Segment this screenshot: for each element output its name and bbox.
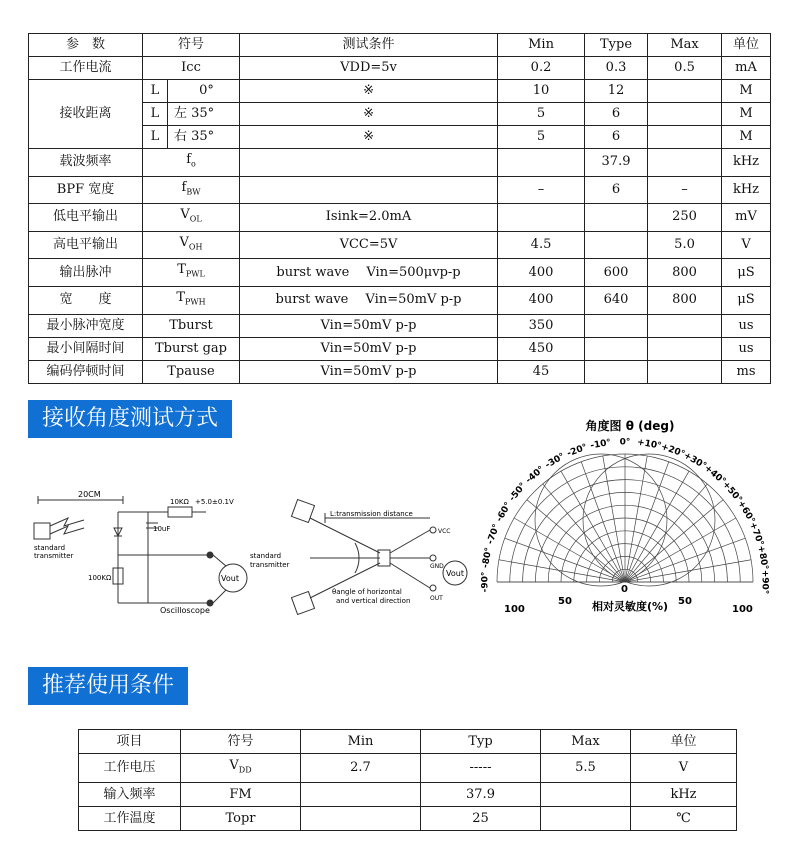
resistor-label: 10KΩ xyxy=(170,498,189,506)
cond-cell: Vin=50mV p-p xyxy=(240,314,498,337)
polar-angle-label: -30° xyxy=(543,451,567,471)
min-cell: 350 xyxy=(498,314,585,337)
typ-cell: 12 xyxy=(585,80,648,103)
cond-cell xyxy=(240,176,498,204)
section-title-recommended: 推荐使用条件 xyxy=(28,667,188,705)
max-cell xyxy=(648,337,722,360)
radius-label: 100 xyxy=(732,604,753,615)
unit-cell: kHz xyxy=(722,176,771,204)
max-cell: 5.0 xyxy=(648,231,722,259)
header-cell: Typ xyxy=(421,730,541,754)
table-row xyxy=(79,806,737,830)
max-cell xyxy=(648,360,722,383)
param-cell: 编码停顿时间 xyxy=(29,360,143,383)
cond-cell: burst wave Vin=50mV p-p xyxy=(240,286,498,314)
cond-cell: ※ xyxy=(240,126,498,149)
table-row xyxy=(29,337,771,360)
unit-cell: V xyxy=(631,754,737,783)
header-cell: 符号 xyxy=(143,34,240,57)
radius-label: 50 xyxy=(678,596,692,607)
header-cell: 测试条件 xyxy=(240,34,498,57)
unit-cell: μS xyxy=(722,259,771,287)
header-cell: 符号 xyxy=(181,730,301,754)
angle-label: θangle of horizontal xyxy=(332,588,402,596)
capacitor-label: 10uF xyxy=(153,525,171,533)
polar-angle-label: +10° xyxy=(636,437,663,452)
cond-cell: Isink=2.0mA xyxy=(240,204,498,232)
table-row xyxy=(29,360,771,383)
table-row xyxy=(29,149,771,177)
cond-cell: VDD=5v xyxy=(240,57,498,80)
cond-cell: Vin=50mV p-p xyxy=(240,360,498,383)
min-cell: 45 xyxy=(498,360,585,383)
param-cell: 最小间隔时间 xyxy=(29,337,143,360)
header-cell: 项目 xyxy=(79,730,181,754)
polar-angle-label: +50° xyxy=(720,479,744,505)
polar-angle-label: +80° xyxy=(755,544,770,571)
unit-cell: V xyxy=(722,231,771,259)
polar-title: 角度图 θ (deg) xyxy=(585,419,675,433)
cond-cell: ※ xyxy=(240,103,498,126)
max-cell xyxy=(648,126,722,149)
table-row xyxy=(29,57,771,80)
symbol-cell: $V_{DD}$ xyxy=(181,754,301,783)
polar-angle-label: -50° xyxy=(507,481,529,504)
polar-angle-label: -20° xyxy=(565,442,589,460)
param-cell: 低电平输出 xyxy=(29,204,143,232)
l-cell: L xyxy=(143,80,168,103)
typ-cell xyxy=(585,337,648,360)
transmitter-label: standard xyxy=(250,552,282,560)
typ-cell: 0.3 xyxy=(585,57,648,80)
min-cell: 400 xyxy=(498,286,585,314)
polar-angle-label: +40° xyxy=(702,463,728,487)
cond-cell: VCC=5V xyxy=(240,231,498,259)
symbol-cell: Topr xyxy=(181,806,301,830)
header-cell: 单位 xyxy=(631,730,737,754)
param-cell: 最小脉冲宽度 xyxy=(29,314,143,337)
min-cell: 2.7 xyxy=(301,754,421,783)
cond-cell: Vin=50mV p-p xyxy=(240,337,498,360)
header-cell: Max xyxy=(648,34,722,57)
distance-label: 20CM xyxy=(78,490,101,499)
max-cell xyxy=(541,806,631,830)
radius-label: 50 xyxy=(558,596,572,607)
max-cell: 0.5 xyxy=(648,57,722,80)
resistor-label: 100KΩ xyxy=(88,574,112,582)
symbol-cell: Tpause xyxy=(143,360,240,383)
supply-label: +5.0±0.1V xyxy=(195,498,234,506)
spec-table xyxy=(28,33,771,384)
symbol-cell: $f_{BW}$ xyxy=(143,176,240,204)
param-cell: 载波频率 xyxy=(29,149,143,177)
angle-label: and vertical direction xyxy=(336,597,411,605)
table-row xyxy=(29,259,771,287)
polar-angle-label: +30° xyxy=(681,450,708,472)
typ-cell xyxy=(585,231,648,259)
typ-cell xyxy=(585,314,648,337)
table-row xyxy=(79,754,737,783)
vout-label: Vout xyxy=(221,574,239,583)
max-cell: – xyxy=(648,176,722,204)
l-cell: L xyxy=(143,126,168,149)
table-row xyxy=(79,782,737,806)
polar-angle-label: -70° xyxy=(485,522,503,546)
table-row xyxy=(29,286,771,314)
typ-cell: 6 xyxy=(585,103,648,126)
table-row xyxy=(29,314,771,337)
max-cell xyxy=(648,314,722,337)
vout-label: Vout xyxy=(446,569,464,578)
unit-cell: kHz xyxy=(631,782,737,806)
unit-cell: kHz xyxy=(722,149,771,177)
unit-cell: M xyxy=(722,103,771,126)
max-cell xyxy=(648,149,722,177)
symbol-cell: $f_o$ xyxy=(143,149,240,177)
unit-cell: us xyxy=(722,314,771,337)
angle-cell: 0° xyxy=(168,80,240,103)
out-label: OUT xyxy=(430,595,443,602)
item-cell: 输入频率 xyxy=(79,782,181,806)
min-cell: – xyxy=(498,176,585,204)
unit-cell: M xyxy=(722,126,771,149)
radius-label: 0 xyxy=(621,584,628,595)
section-title-receive-angle: 接收角度测试方式 xyxy=(28,400,232,438)
polar-angle-label: -80° xyxy=(480,546,495,569)
typ-cell xyxy=(585,360,648,383)
param-cell: 输出脉冲 xyxy=(29,259,143,287)
polar-angle-label: 0° xyxy=(619,437,631,448)
table-row xyxy=(29,176,771,204)
polar-angle-label: -10° xyxy=(589,437,612,452)
max-cell: 800 xyxy=(648,286,722,314)
cond-cell: burst wave Vin=500μvp-p xyxy=(240,259,498,287)
table-row xyxy=(29,231,771,259)
unit-cell: μS xyxy=(722,286,771,314)
min-cell: 10 xyxy=(498,80,585,103)
cond-cell xyxy=(240,149,498,177)
polar-angle-label: -60° xyxy=(494,500,514,524)
max-cell: 800 xyxy=(648,259,722,287)
vcc-label: VCC xyxy=(438,528,451,535)
directivity-polar-chart xyxy=(480,412,780,627)
cond-cell: ※ xyxy=(240,80,498,103)
polar-angle-label: +70° xyxy=(747,521,765,548)
polar-angle-label: +90° xyxy=(759,569,770,595)
param-cell: 宽 度 xyxy=(29,286,143,314)
header-cell: 参 数 xyxy=(29,34,143,57)
min-cell xyxy=(498,204,585,232)
unit-cell: mA xyxy=(722,57,771,80)
typ-cell: 37.9 xyxy=(421,782,541,806)
angle-cell: 左 35° xyxy=(168,103,240,126)
param-cell: 接收距离 xyxy=(29,80,143,149)
min-cell: 0.2 xyxy=(498,57,585,80)
oscilloscope-label: Oscilloscope xyxy=(160,606,210,615)
polar-angle-label: -40° xyxy=(524,464,547,486)
symbol-cell: Tburst xyxy=(143,314,240,337)
symbol-cell: $T_{PWH}$ xyxy=(143,286,240,314)
max-cell: 5.5 xyxy=(541,754,631,783)
item-cell: 工作电压 xyxy=(79,754,181,783)
min-cell: 450 xyxy=(498,337,585,360)
table-row xyxy=(29,204,771,232)
min-cell: 4.5 xyxy=(498,231,585,259)
symbol-cell: Tburst gap xyxy=(143,337,240,360)
polar-xlabel: 相对灵敏度(%) xyxy=(591,600,669,613)
recommended-table xyxy=(78,729,737,831)
symbol-cell: $T_{PWL}$ xyxy=(143,259,240,287)
min-cell: 400 xyxy=(498,259,585,287)
header-cell: Type xyxy=(585,34,648,57)
unit-cell: ms xyxy=(722,360,771,383)
unit-cell: M xyxy=(722,80,771,103)
typ-cell: 25 xyxy=(421,806,541,830)
param-cell: 工作电流 xyxy=(29,57,143,80)
typ-cell: ----- xyxy=(421,754,541,783)
typ-cell xyxy=(585,204,648,232)
table-header-row xyxy=(29,34,771,57)
polar-angle-label: +60° xyxy=(735,499,757,526)
angle-geometry-diagram xyxy=(250,488,480,628)
item-cell: 工作温度 xyxy=(79,806,181,830)
typ-cell: 600 xyxy=(585,259,648,287)
typ-cell: 640 xyxy=(585,286,648,314)
typ-cell: 6 xyxy=(585,176,648,204)
symbol-cell: Icc xyxy=(143,57,240,80)
test-circuit-diagram xyxy=(28,488,258,628)
symbol-cell: $V_{OH}$ xyxy=(143,231,240,259)
radius-label: 100 xyxy=(504,604,525,615)
min-cell xyxy=(301,782,421,806)
symbol-cell: FM xyxy=(181,782,301,806)
l-cell: L xyxy=(143,103,168,126)
transmitter-label: transmitter xyxy=(250,561,290,569)
distance-label: L:transmission distance xyxy=(330,510,413,518)
angle-cell: 右 35° xyxy=(168,126,240,149)
gnd-label: GND xyxy=(430,563,444,570)
typ-cell: 6 xyxy=(585,126,648,149)
min-cell: 5 xyxy=(498,126,585,149)
min-cell: 5 xyxy=(498,103,585,126)
unit-cell: ℃ xyxy=(631,806,737,830)
header-cell: 单位 xyxy=(722,34,771,57)
param-cell: BPF 宽度 xyxy=(29,176,143,204)
transmitter-label: transmitter xyxy=(34,552,74,560)
table-row xyxy=(29,80,771,103)
max-cell: 250 xyxy=(648,204,722,232)
max-cell xyxy=(648,103,722,126)
min-cell xyxy=(301,806,421,830)
transmitter-label: standard xyxy=(34,544,66,552)
min-cell xyxy=(498,149,585,177)
polar-angle-label: +20° xyxy=(659,442,686,460)
symbol-cell: $V_{OL}$ xyxy=(143,204,240,232)
table-header-row xyxy=(79,730,737,754)
header-cell: Max xyxy=(541,730,631,754)
header-cell: Min xyxy=(498,34,585,57)
unit-cell: us xyxy=(722,337,771,360)
max-cell xyxy=(648,80,722,103)
unit-cell: mV xyxy=(722,204,771,232)
param-cell: 高电平输出 xyxy=(29,231,143,259)
header-cell: Min xyxy=(301,730,421,754)
polar-angle-label: -90° xyxy=(480,571,491,593)
max-cell xyxy=(541,782,631,806)
typ-cell: 37.9 xyxy=(585,149,648,177)
